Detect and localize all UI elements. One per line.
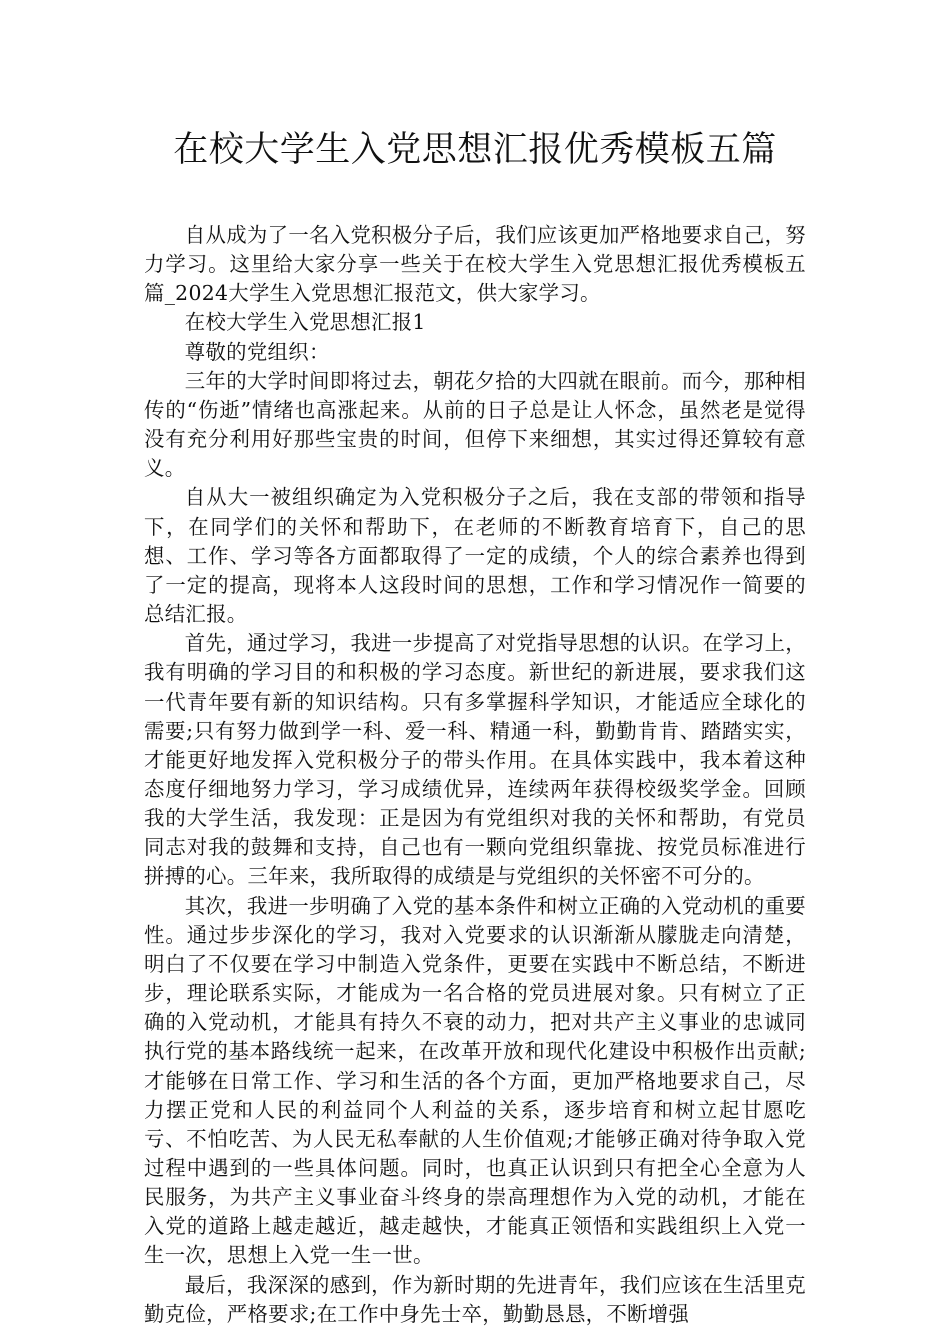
body-paragraph: 首先，通过学习，我进一步提高了对党指导思想的认识。在学习上，我有明确的学习目的和积极的学习态度。新世纪的新进展，要求我们这一代青年要有新的知识结构。只有多掌握科学知识，才能适应全球化的需要;只有努力做到学一科、爱一科、精通一科，勤勤肯肯、踏踏实实，才能更好地发挥入党积极分子的带头作用。在具体实践中，我本着这种态度仔细地努力学习，学习成绩优异，连续两年获得校级奖学金。回顾我的大学生活，我发现：正是因为有党组织对我的关怀和帮助，有党员同志对我的鼓舞和支持，自己也有一颗向党组织靠拢、按党员标准进行拼搏的心。三年来，我所取得的成绩是与党组织的关怀密不可分的。 [144,631,806,889]
body-paragraph: 最后，我深深的感到，作为新时期的先进青年，我们应该在生活里克勤克俭，严格要求;在工作中身先士卒，勤勤恳恳，不断增强 [144,1272,806,1326]
body-paragraph: 其次，我进一步明确了入党的基本条件和树立正确的入党动机的重要性。通过步步深化的学习，我对入党要求的认识渐渐从朦胧走向清楚，明白了不仅要在学习中制造入党条件，更要在实践中不断总结，不断进步，理论联系实际，才能成为一名合格的党员进展对象。只有树立了正确的入党动机，才能具有持久不衰的动力，把对共产主义事业的忠诚同执行党的基本路线统一起来，在改革开放和现代化建设中积极作出贡献;才能够在日常工作、学习和生活的各个方面，更加严格地要求自己，尽力摆正党和人民的利益同个人利益的关系，逐步培育和树立起甘愿吃亏、不怕吃苦、为人民无私奉献的人生价值观;才能够正确对待争取入党过程中遇到的一些具体问题。同时，也真正认识到只有把全心全意为人民服务，为共产主义事业奋斗终身的崇高理想作为入党的动机，才能在入党的道路上越走越近，越走越快，才能真正领悟和实践组织上入党一生一次，思想上入党一生一世。 [144,893,806,1268]
document-title: 在校大学生入党思想汇报优秀模板五篇 [173,130,777,170]
section-heading: 在校大学生入党思想汇报1 [184,310,426,335]
salutation: 尊敬的党组织： [184,339,330,364]
body-paragraph: 三年的大学时间即将过去，朝花夕拾的大四就在眼前。而今，那种相传的“伤逝”情绪也高涨起来。从前的日子总是让人怀念，虽然老是觉得没有充分利用好那些宝贵的时间，但停下来细想，其实过得还算较有意义。 [144,368,806,481]
body-paragraph: 自从大一被组织确定为入党积极分子之后，我在支部的带领和指导下，在同学们的关怀和帮助下，在老师的不断教育培育下，自己的思想、工作、学习等各方面都取得了一定的成绩，个人的综合素养也得到了一定的提高，现将本人这段时间的思想，工作和学习情况作一简要的总结汇报。 [144,485,806,627]
intro-paragraph: 自从成为了一名入党积极分子后，我们应该更加严格地要求自己，努力学习。这里给大家分享一些关于在校大学生入党思想汇报优秀模板五篇_2024大学生入党思想汇报范文，供大家学习。 [144,223,806,306]
document-body [144,221,806,1329]
